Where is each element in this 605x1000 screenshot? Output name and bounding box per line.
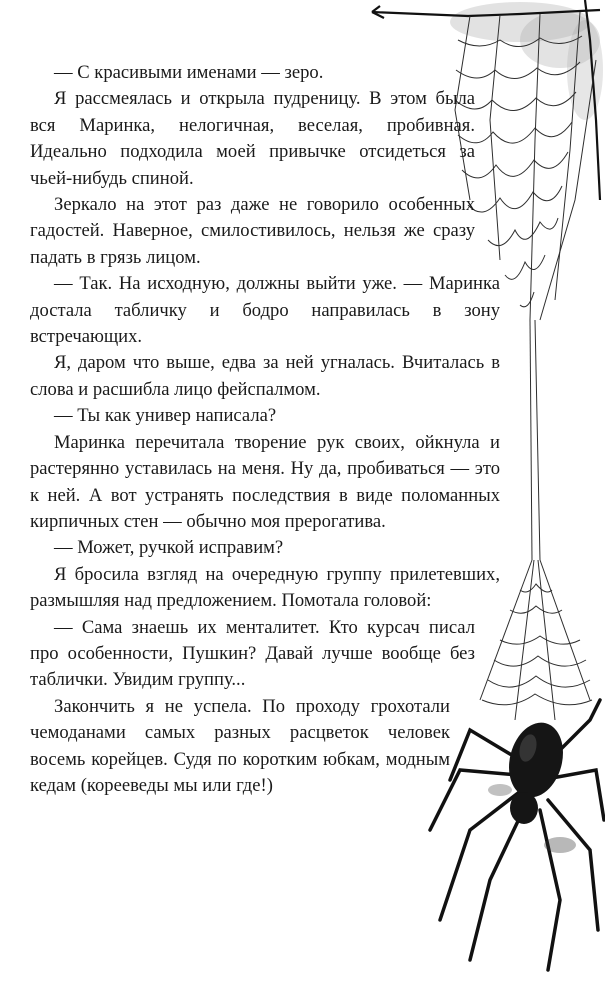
text-column (30, 60, 500, 799)
paragraph-mirror: Зеркало на этот раз даже не говорило особенных гадостей. Наверное, смилостивилось, нельзя же сразу падать в грязь лицом. (30, 194, 475, 268)
paragraph-marinka-reread: Маринка перечитала творение рук своих, ойкнула и растерянно уставилась на меня. Ну да, пробиваться — это к ней. А вот устранять последствия в виде поломанных кирпичных стен — обычно моя прерогатива. (30, 431, 500, 532)
paragraph-facepalm: Я, даром что выше, едва за ней угналась. Вчиталась в слова и расшибла лицо фейспалмом. (30, 352, 500, 400)
paragraph-glance-group: Я бросила взгляд на очередную группу прилетевших, размышляя над предложением. Помотала головой: (30, 563, 500, 612)
paragraph-compact-laugh: Я рассмеялась и открыла пудреницу. В этом была вся Маринка, нелогичная, веселая, пробивная. Идеально подходила моей привычке отсидеться за чьей-нибудь спиной. (30, 88, 475, 189)
paragraph-dialogue-names: — С красивыми именами — зеро. (54, 62, 324, 83)
paragraph-mentality: — Сама знаешь их менталитет. Кто курсач писал про особенности, Пушкин? Давай лучше вообще без таблички. Увидим группу... (30, 616, 475, 691)
paragraph-koreans: Закончить я не успела. По проходу грохотали чемоданами самых разных расцветок человек восемь корейцев. Судя по коротким юбкам, модным кедам (корееведы мы или где!) (30, 695, 450, 796)
paragraph-starting-position: — Так. На исходную, должны выйти уже. — Маринка достала табличку и бодро направилась в зону встречающих. (30, 273, 500, 348)
paragraph-university-question: — Ты как универ написала? (54, 405, 277, 427)
paragraph-pen-fix: — Может, ручкой исправим? (54, 537, 284, 559)
